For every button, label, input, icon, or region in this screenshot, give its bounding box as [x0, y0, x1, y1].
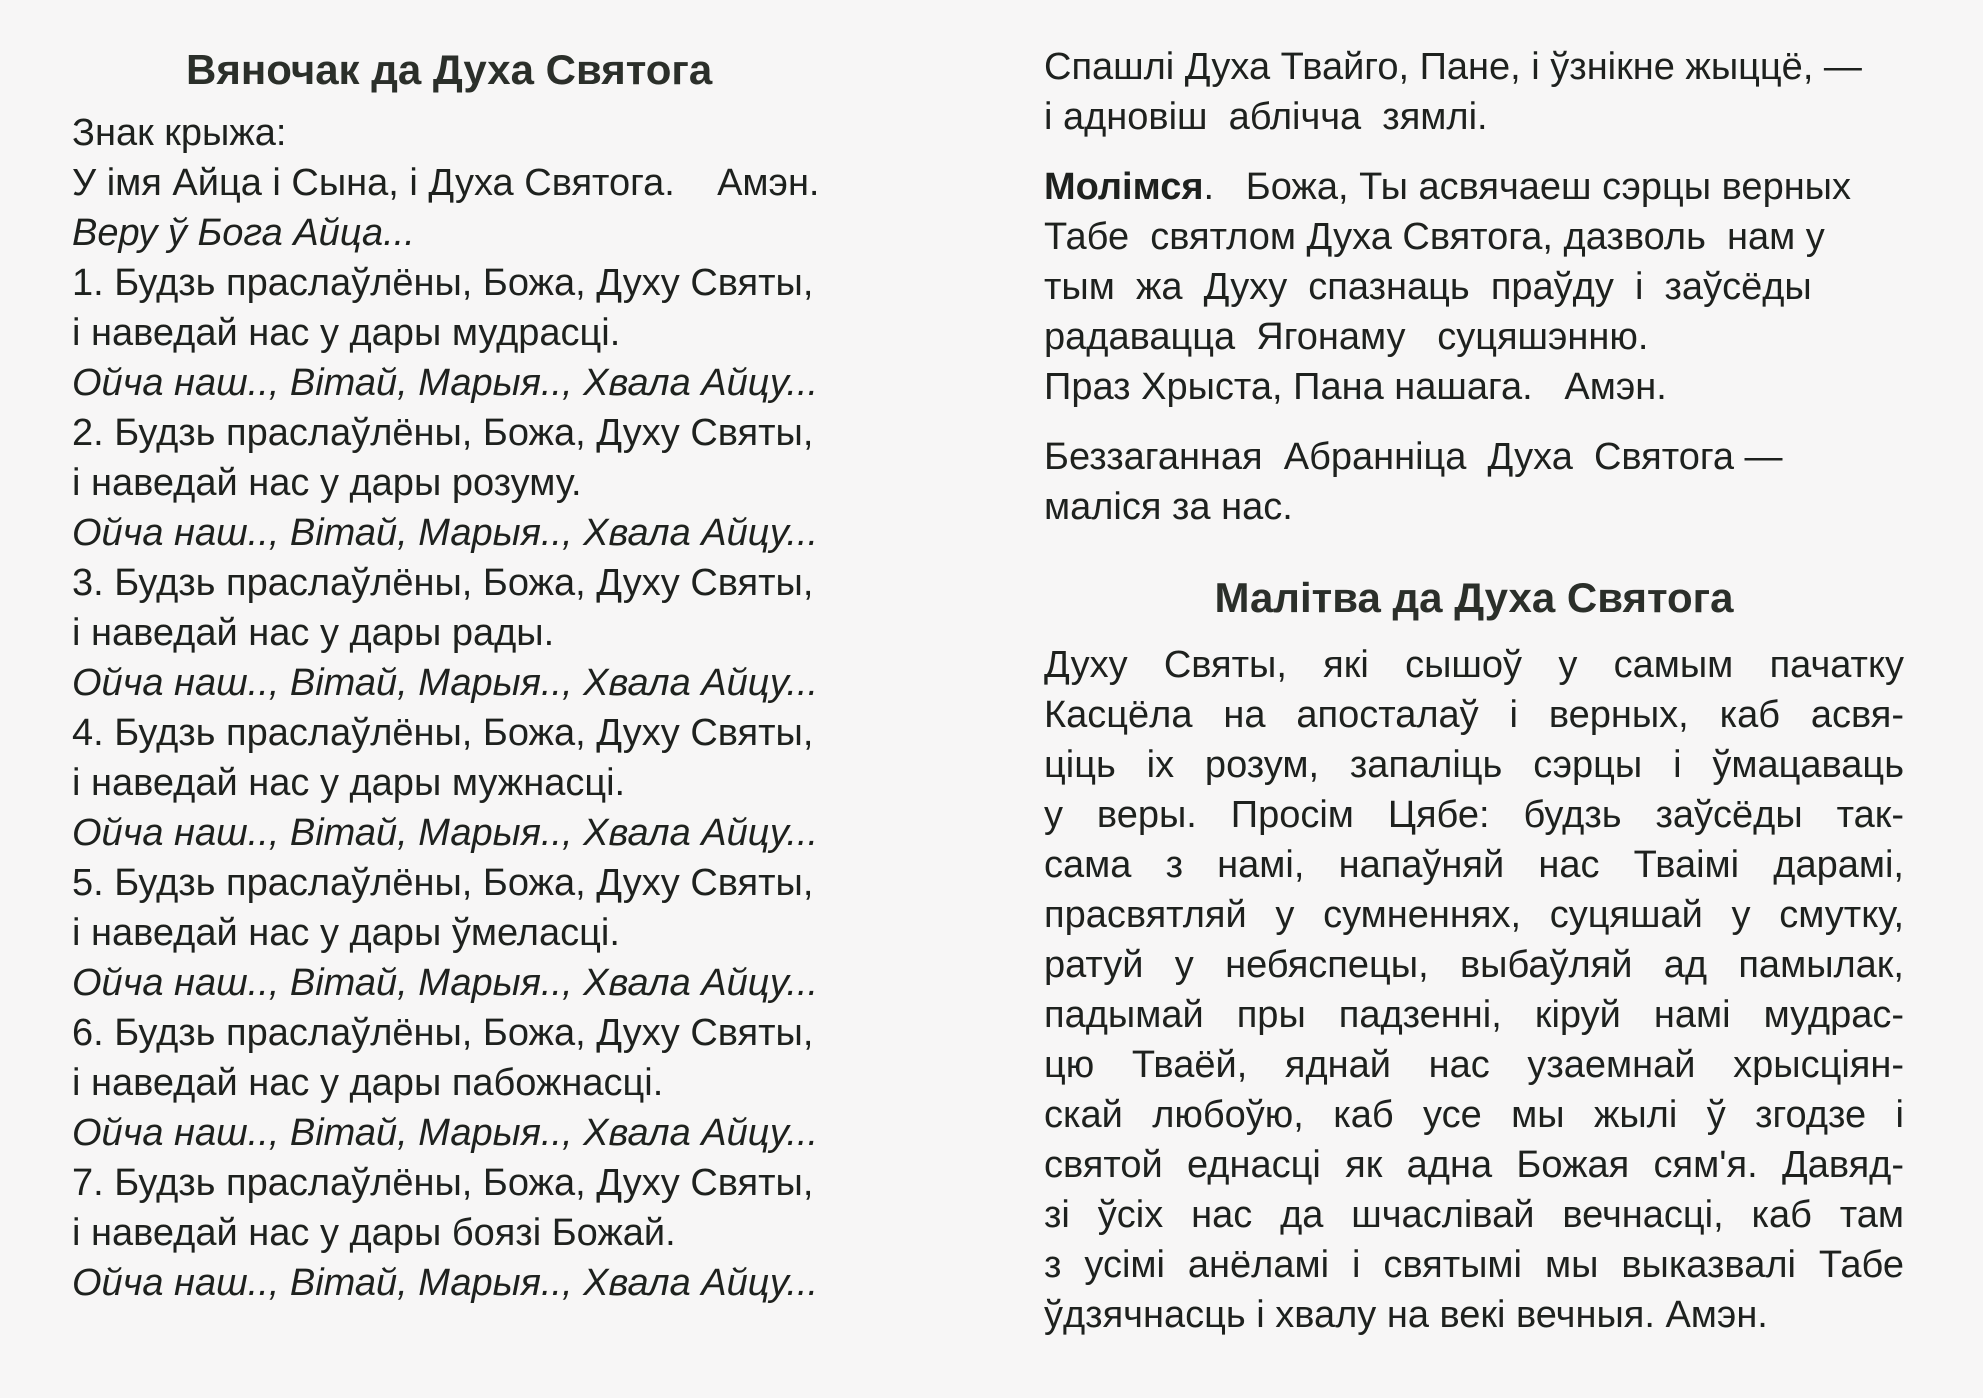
text-line: Знак крыжа: [72, 112, 287, 154]
response-line: Ойча наш.., Вітай, Марыя.., Хвала Айцу... [72, 1262, 819, 1304]
intro-line: Спашлі Духа Твайго, Пане, і ўзнікне жыццё, — [1044, 46, 1862, 88]
text-line: 5. Будзь праслаўлёны, Божа, Духу Святы, [72, 862, 814, 904]
prayer-line: радавацца Ягонаму суцяшэнню. [1044, 316, 1649, 358]
body-line: падымай пры падзенні, кіруй намі мудрас- [1044, 994, 1904, 1036]
left-column [72, 42, 972, 1308]
response-line: Ойча наш.., Вітай, Марыя.., Хвала Айцу... [72, 662, 819, 704]
body-line: ціць іх розум, запаліць сэрцы і ўмацаваць [1044, 744, 1904, 786]
response-line: Ойча наш.., Вітай, Марыя.., Хвала Айцу... [72, 362, 819, 404]
text-line: і наведай нас у дары мудрасці. [72, 312, 621, 354]
prayer-label: Молімся [1044, 166, 1204, 208]
text-line: 3. Будзь праслаўлёны, Божа, Духу Святы, [72, 562, 814, 604]
intro-line: і адновіш аблічча зямлі. [1044, 96, 1488, 138]
response-line: Ойча наш.., Вітай, Марыя.., Хвала Айцу... [72, 812, 819, 854]
prayer-line-rest: . Божа, Ты асвячаеш сэрцы верных [1203, 166, 1851, 208]
invocation [1044, 432, 1904, 532]
response-line: Веру ў Бога Айца... [72, 212, 415, 254]
prayer-body-text [1044, 640, 1904, 1340]
body-line: скай любоўю, каб усе мы жылі ў згодзе і [1044, 1094, 1904, 1136]
body-line: прасвятляй у сумненнях, суцяшай у смутку, [1044, 894, 1904, 936]
body-line: зі ўсіх нас да шчаслівай вечнасці, каб там [1044, 1194, 1904, 1236]
prayer-line: тым жа Духу спазнаць праўду і заўсёды [1044, 266, 1812, 308]
text-line: і наведай нас у дары ўмеласці. [72, 912, 620, 954]
body-line: з усімі анёламі і святымі мы выказвалі Табе [1044, 1244, 1904, 1286]
text-line: і наведай нас у дары рады. [72, 612, 555, 654]
text-line: 2. Будзь праслаўлёны, Божа, Духу Святы, [72, 412, 814, 454]
wreath-prayer-text [72, 108, 972, 1308]
body-line: ратуй у небяспецы, выбаўляй ад памылак, [1044, 944, 1904, 986]
text-line: і наведай нас у дары мужнасці. [72, 762, 626, 804]
closing-prayer [1044, 162, 1904, 412]
text-line: 4. Будзь праслаўлёны, Божа, Духу Святы, [72, 712, 814, 754]
text-line: і наведай нас у дары боязі Божай. [72, 1212, 676, 1254]
text-line: і наведай нас у дары пабожнасці. [72, 1062, 664, 1104]
text-line: 6. Будзь праслаўлёны, Божа, Духу Святы, [72, 1012, 814, 1054]
prayer-line: Табе святлом Духа Святога, дазволь нам у [1044, 216, 1825, 258]
response-line: Ойча наш.., Вітай, Марыя.., Хвала Айцу... [72, 1112, 819, 1154]
body-line: ўдзячнасць і хвалу на векі вечныя. Амэн. [1044, 1294, 1768, 1336]
section-title-prayer: Малітва да Духа Святога [1214, 574, 1734, 621]
response-line: Ойча наш.., Вітай, Марыя.., Хвала Айцу... [72, 512, 819, 554]
text-line: У імя Айца і Сына, і Духа Святога. Амэн. [72, 162, 820, 204]
text-line: 1. Будзь праслаўлёны, Божа, Духу Святы, [72, 262, 814, 304]
section-title-wreath: Вяночак да Духа Святога [186, 46, 713, 93]
text-line: і наведай нас у дары розуму. [72, 462, 582, 504]
invocation-line: Беззаганная Абранніца Духа Святога — [1044, 436, 1783, 478]
body-line: Касцёла на апосталаў і верных, каб асвя- [1044, 694, 1904, 736]
text-line: 7. Будзь праслаўлёны, Божа, Духу Святы, [72, 1162, 814, 1204]
body-line: святой еднасці як адна Божая сям'я. Давяд- [1044, 1144, 1904, 1186]
right-column [1044, 42, 1904, 1340]
body-line: Духу Святы, які сышоў у самым пачатку [1044, 644, 1904, 686]
invocation-line: маліся за нас. [1044, 486, 1293, 528]
body-line: сама з намі, напаўняй нас Тваімі дарамі, [1044, 844, 1904, 886]
body-line: цю Тваёй, яднай нас узаемнай хрысціян- [1044, 1044, 1904, 1086]
prayer-line: Праз Хрыста, Пана нашага. Амэн. [1044, 366, 1667, 408]
intro-verse [1044, 42, 1904, 142]
body-line: у веры. Просім Цябе: будзь заўсёды так- [1044, 794, 1904, 836]
prayer-line [1044, 162, 1904, 212]
response-line: Ойча наш.., Вітай, Марыя.., Хвала Айцу... [72, 962, 819, 1004]
